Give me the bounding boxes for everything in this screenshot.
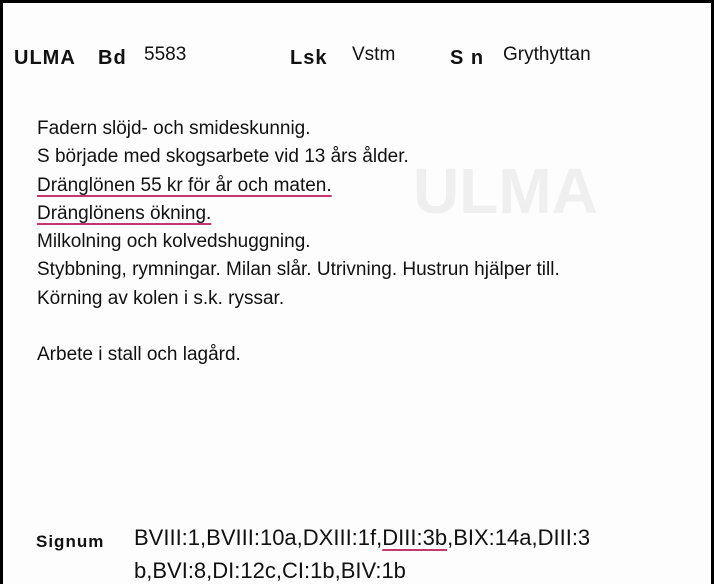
signum-code: BVIII:1, — [134, 525, 207, 550]
body-line — [37, 200, 560, 228]
lsk-label: Lsk — [290, 47, 328, 69]
body-line — [37, 143, 560, 171]
signum-code: CI:1b, — [281, 558, 341, 583]
bd-label: Bd — [98, 47, 127, 69]
signum-code: BIX:14a, — [453, 525, 538, 550]
signum-code: , — [447, 525, 454, 550]
body-line-text: Dränglönens ökning. — [37, 202, 212, 224]
bd-value: 5583 — [144, 44, 187, 65]
signum-code: BVI:8, — [152, 558, 213, 583]
signum-codes — [134, 521, 704, 587]
body-line — [37, 313, 560, 341]
body-line-text: Stybbning, rymningar. Milan slår. Utrivning. Hustrun hjälper till. — [37, 259, 560, 281]
signum-code: DI:12c, — [212, 558, 282, 583]
body-line — [37, 172, 560, 200]
body-line — [37, 115, 560, 143]
body-line — [37, 341, 560, 369]
signum-code: DIII:3b — [382, 525, 448, 550]
body-line — [37, 256, 560, 284]
signum-code: DIII:3 — [537, 525, 591, 550]
signum-label: Signum — [36, 532, 105, 551]
body-line-text: Fadern slöjd- och smideskunnig. — [37, 118, 311, 139]
body-line-text: Körning av kolen i s.k. ryssar. — [37, 287, 285, 309]
archive-label: ULMA — [14, 47, 76, 69]
body-line-text: Arbete i stall och lagård. — [37, 344, 241, 366]
body-line-text: Milkolning och kolvedshuggning. — [37, 231, 311, 253]
signum-code: BVIII:10a, — [206, 525, 303, 550]
card-body — [37, 115, 560, 370]
lsk-value: Vstm — [352, 44, 396, 65]
sn-value: Grythyttan — [503, 44, 591, 65]
body-line-text: Dränglönen 55 kr för år och maten. — [37, 174, 332, 196]
signum-code: b, — [134, 558, 153, 583]
svg-text:ULMA: ULMA — [413, 155, 598, 227]
sn-label: S n — [450, 47, 485, 69]
signum-code: DXIII:1f, — [302, 525, 383, 550]
body-line — [37, 285, 560, 313]
body-line-text: S började med skogsarbete vid 13 års ålder. — [37, 146, 409, 168]
body-line — [37, 228, 560, 256]
signum-code: BIV:1b — [340, 558, 406, 583]
